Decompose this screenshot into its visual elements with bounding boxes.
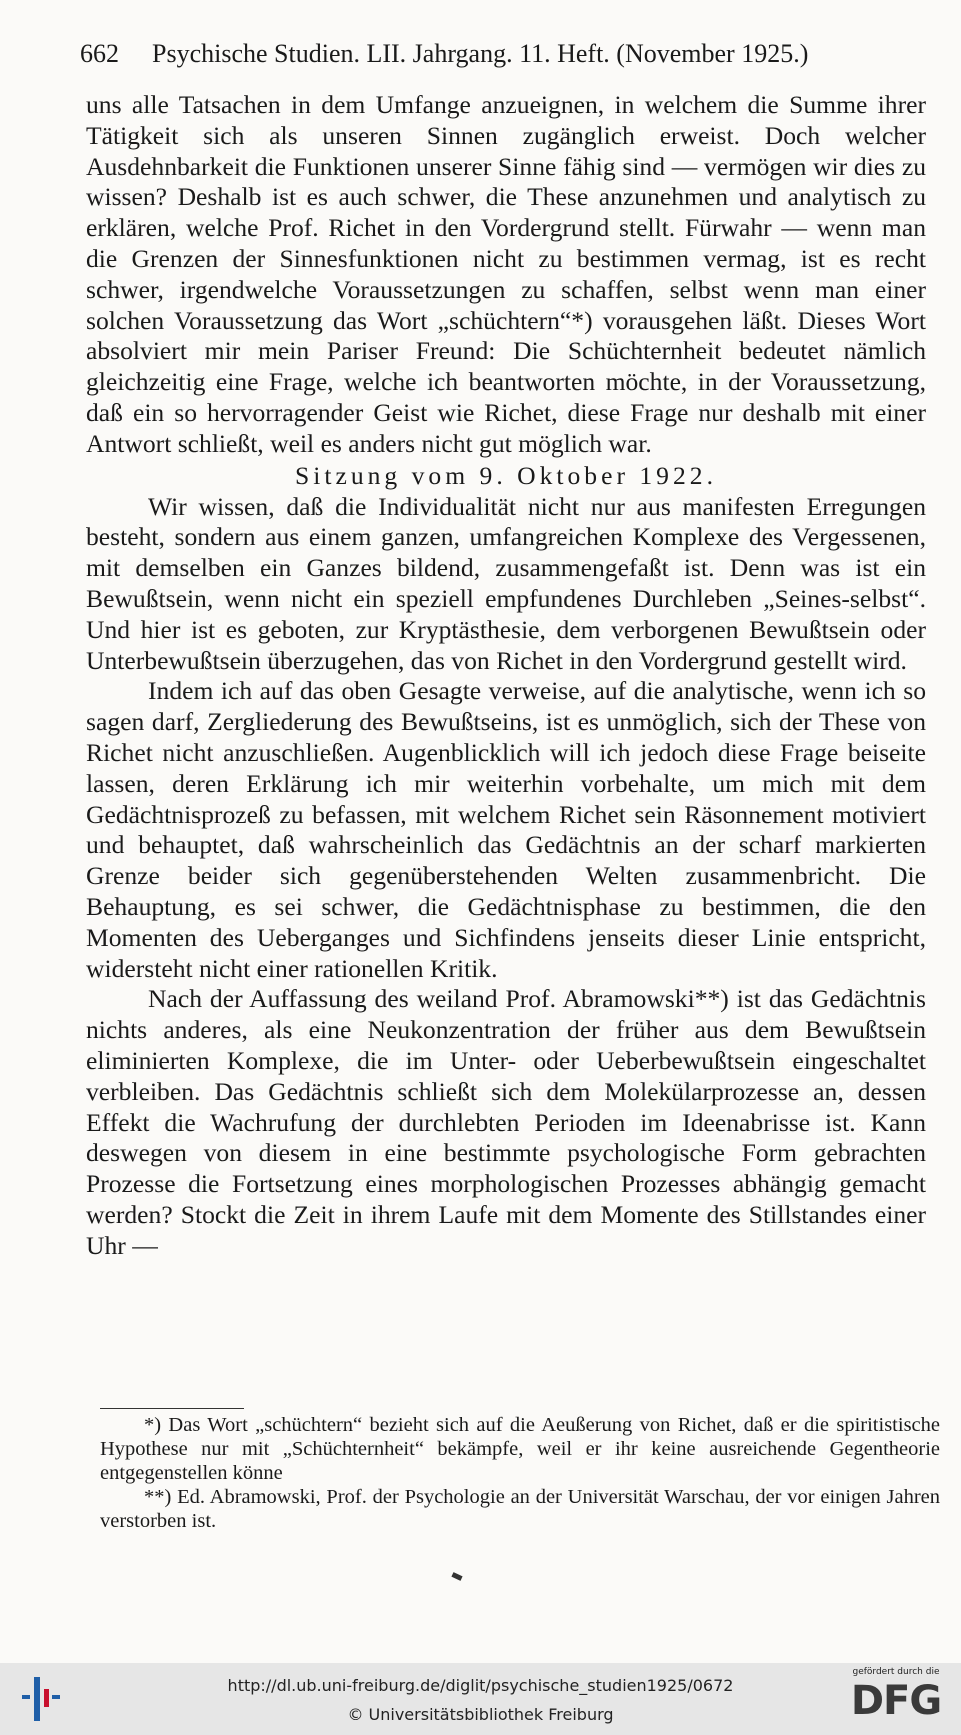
- body-text: [86, 90, 926, 1261]
- footnotes: [100, 1413, 940, 1533]
- running-title: Psychische Studien. LII. Jahrgang. 11. Heft. (November 1925.): [152, 39, 809, 68]
- paragraph: Wir wissen, daß die Individualität nicht nur aus manifesten Erregungen besteht, sondern aus einem ganzen, umfangreichen Komplexe des Vergessenen, mit demselben ein Ganzes bildend, zusammengefaßt ist. Denn was ist ein Bewußtsein, wenn nicht ein speziell empfundenes Durchleben „Seines-selbst“. Und hier ist es geboten, zur Kryptästhesie, dem verborgenen Bewußtsein oder Unterbewußtsein überzugehen, das von Richet in den Vordergrund gestellt wird.: [86, 491, 926, 675]
- paragraph: Nach der Auffassung des weiland Prof. Abramowski**) ist das Gedächtnis nichts anderes, als eine Neukonzentration der früher aus dem Bewußtsein eliminierten Komplexe, die im Unter- oder Ueberbewußtsein eingeschaltet verbleiben. Das Gedächtnis schließt sich dem Molekülarprozesse an, dessen Effekt die Wachrufung der durchlebten Perioden im Ideenabrisse ist. Kann deswegen von diesem in eine bestimmte psychologische Form gebrachten Prozesse die Fortsetzung eines morphologischen Prozesses abhängig gemacht werden? Stockt die Zeit in ihrem Laufe mit dem Momente des Stillstandes einer Uhr —: [86, 984, 926, 1260]
- copyright-text: © Universitätsbibliothek Freiburg: [347, 1705, 614, 1724]
- ink-mark: [451, 1572, 462, 1581]
- dfg-logo: [841, 1667, 951, 1731]
- viewer-footer: [0, 1663, 961, 1735]
- footnote: **) Ed. Abramowski, Prof. der Psychologie an der Universität Warschau, der vor einigen Jahren verstorben ist.: [100, 1486, 940, 1532]
- section-heading: Sitzung vom 9. Oktober 1922.: [295, 460, 717, 490]
- footnote: *) Das Wort „schüchtern“ bezieht sich auf die Aeußerung von Richet, daß er die spiritistische Hypothese nur mit „Schüchternheit“ bekämpfe, weil er ihr keine ausreichende Gegentheorie entgegenstellen könne: [100, 1414, 940, 1484]
- footnote-divider: [100, 1408, 244, 1409]
- dfg-caption: gefördert durch die: [852, 1667, 940, 1677]
- dfg-logo-text: DFG: [850, 1678, 942, 1724]
- paragraph: Indem ich auf das oben Gesagte verweise, auf die analytische, wenn ich so sagen darf, Zergliederung des Bewußtseins, ist es unmöglich, sich der These von Richet nicht anzuschließen. Augenblicklich will ich jedoch diese Frage beiseite lassen, deren Erklärung ich mir weiterhin vorbehalte, um mich mit dem Gedächtnisprozeß zu befassen, mit welchem Richet sein Räsonnement motiviert und behauptet, daß wahrscheinlich das Gedächtnis an der scharf markierten Grenze beider sich gegenüberstehenden Welten zusammenbricht. Die Behauptung, es sei schwer, die Gedächtnisphase zu bestimmen, die den Momenten des Ueberganges und Sichfindens jenseits dieser Linie entspricht, widersteht nicht einer rationellen Kritik.: [86, 676, 926, 983]
- source-url-link[interactable]: http://dl.ub.uni-freiburg.de/diglit/psychische_studien1925/0672: [227, 1676, 734, 1695]
- paragraph: uns alle Tatsachen in dem Umfange anzueignen, in welchem die Summe ihrer Tätigkeit sich als unseren Sinnen zugänglich erweist. Doch welcher Ausdehnbarkeit die Funktionen unserer Sinne fähig sind — vermögen wir dies zu wissen? Deshalb ist es auch schwer, die These anzunehmen und analytisch zu erklären, welche Prof. Richet in den Vordergrund stellt. Fürwahr — wenn man die Grenzen der Sinnesfunktionen nicht zu bestimmen vermag, ist es recht schwer, irgendwelche Voraussetzungen zu schaffen, selbst wenn man einer solchen Voraussetzung das Wort „schüchtern“*) vorausgehen läßt. Dieses Wort absolviert mir mein Pariser Freund: Die Schüchternheit bedeutet nämlich gleichzeitig eine Frage, welche ich beantworten möchte, in der Voraussetzung, daß ein so hervorragender Geist wie Richet, diese Frage nur deshalb mit einer Antwort schließt, weil es anders nicht gut möglich war.: [86, 90, 926, 458]
- page-number: 662: [80, 39, 119, 68]
- page-header: [80, 36, 870, 72]
